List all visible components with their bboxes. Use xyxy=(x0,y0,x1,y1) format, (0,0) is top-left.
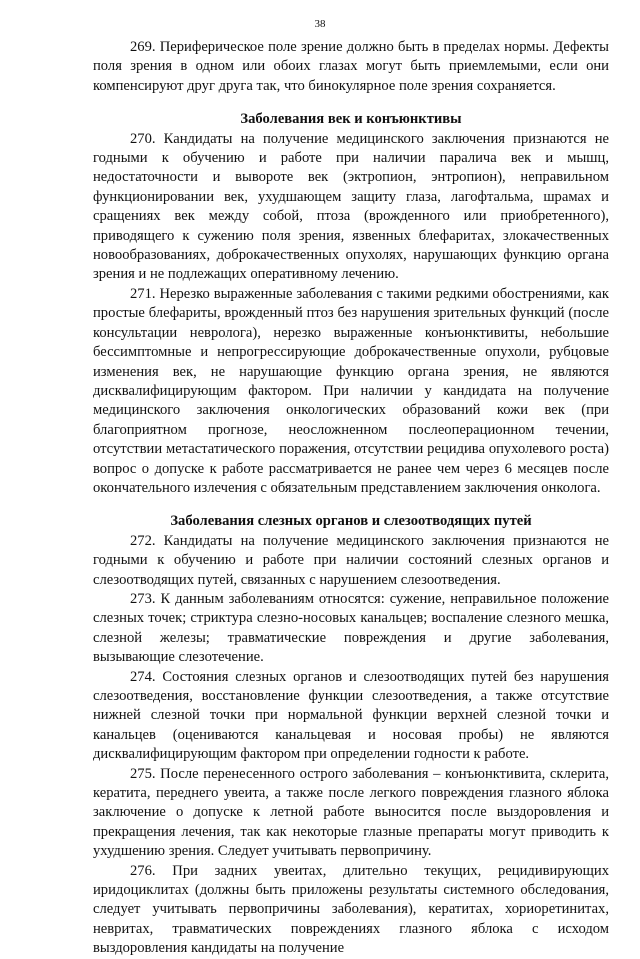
paragraph-273: 273. К данным заболеваниям относятся: сужение, неправильное положение слезных точек; стриктура слезно-носовых канальцев; воспаление слезного мешка, слезной железы; травматические повреждения и другие заболевания, вызывающие слезотечение. xyxy=(93,590,609,666)
section-heading-eyelids: Заболевания век и конъюнктивы xyxy=(240,111,462,128)
document-body xyxy=(93,38,609,959)
paragraph-271: 271. Нерезко выраженные заболевания с такими редкими обострениями, как простые блефариты, врожденный птоз без нарушения зрительных функций (после консультации невролога), нерезко выраженные конъюнктивиты, небольшие бессимптомные и непрогрессирующие доброкачественные опухоли, рубцовые изменения век, не нарушающие функцию органа зрения, не являются дисквалифицирующим фактором. При наличии у кандидата на получение медицинского заключения онкологических образований кожи век (при благоприятном прогнозе, неосложненном послеоперационном течении, отсутствии метастатического поражения, отсутствии рецидива опухолевого роста) вопрос о допуске к работе рассматривается не ранее чем через 6 месяцев после окончательного излечения с обязательным представлением заключения онколога. xyxy=(93,285,609,496)
section-heading-lacrimal: Заболевания слезных органов и слезоотводящих путей xyxy=(170,513,532,530)
paragraph-270: 270. Кандидаты на получение медицинского заключения признаются не годными к обучению и работе при наличии паралича век и мышц, недостаточности и вывороте век (эктропион, энтропион), неправильном функционировании век, ухудшающем защиту глаза, лагофтальма, шрамах и сращениях век между собой, птоза (врожденного или приобретенного), приводящего к сужению поля зрения, язвенных блефаритах, злокачественных новообразованиях, доброкачественных опухолях, нарушающих функцию органа зрения и не подлежащих оперативному лечению. xyxy=(93,130,609,283)
paragraph-269: 269. Периферическое поле зрение должно быть в пределах нормы. Дефекты поля зрения в одном или обоих глазах могут быть приемлемыми, если они компенсируют друг друга так, что бинокулярное поле зрения сохраняется. xyxy=(93,39,609,94)
page-number: 38 xyxy=(314,18,326,30)
paragraph-275: 275. После перенесенного острого заболевания – конъюнктивита, склерита, кератита, переднего увеита, а также после легкого повреждения глазного яблока заключение о допуске к летной работе выносится после выздоровления и прекращения лечения, так как некоторые глазные препараты могут приводить к ухудшению зрения. Следует учитывать первопричину. xyxy=(93,765,609,860)
paragraph-272: 272. Кандидаты на получение медицинского заключения признаются не годными к обучению и работе при наличии состояний слезных органов и слезоотводящих путей, связанных с нарушением слезоотведения. xyxy=(93,532,609,588)
paragraph-276: 276. При задних увеитах, длительно текущих, рецидивирующих иридоциклитах (должны быть приложены результаты системного обследования, следует учитывать первопричины заболевания), кератитах, хориоретинитах, невритах, травматических повреждениях глазного яблока с исходом выздоровления кандидаты на получение xyxy=(93,862,609,957)
paragraph-274: 274. Состояния слезных органов и слезоотводящих путей без нарушения слезоотведения, восстановление функции слезоотведения, а также отсутствие нижней слезной точки при нормальной функции верхней слезной точки и канальцев (оцениваются канальцевая и носовая пробы) не являются дисквалифицирующим фактором при определении годности к работе. xyxy=(93,668,609,763)
